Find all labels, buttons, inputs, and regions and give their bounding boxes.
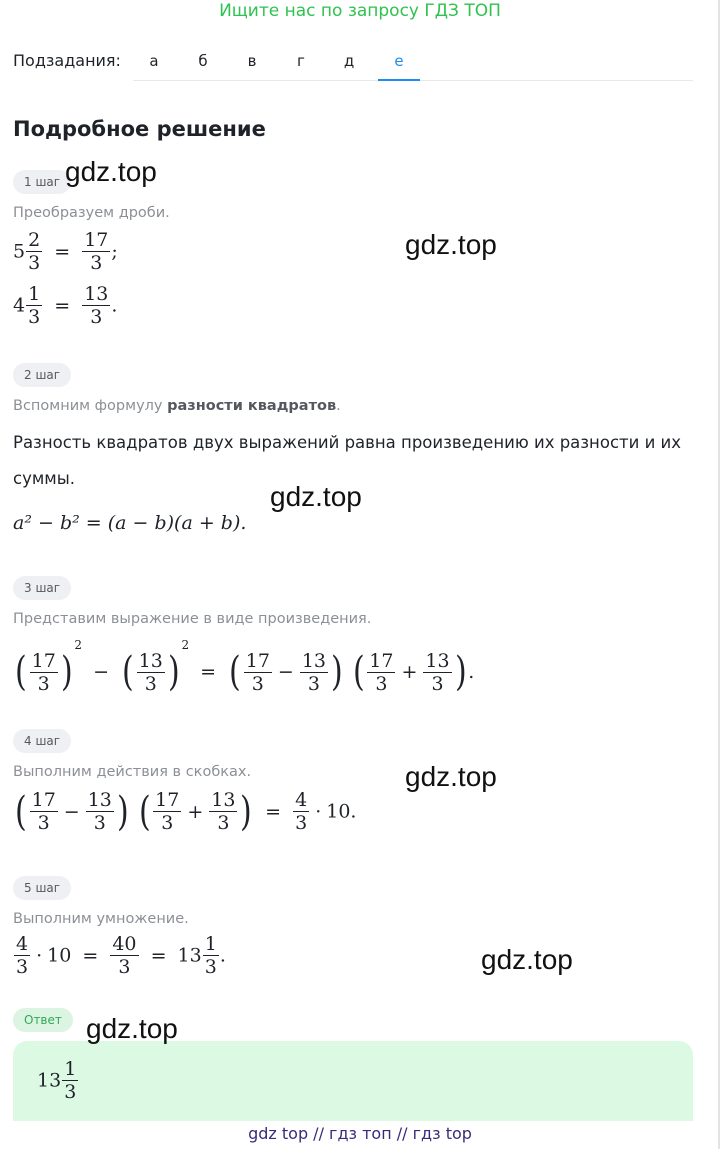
math-line-3: ( $\frac{17}{3}$ )$^2$ − ( $\frac{13}{3}$ )$^2$ = ( $\frac{17}{3}$ − $\frac{13}{3}$ ) ( $\frac{17}{3}$ + $\frac{13}{3}$ ) . xyxy=(14,638,475,695)
step-badge-4: 4 шаг xyxy=(13,729,71,753)
step-hint-3: Представим выражение в виде произведения. xyxy=(13,611,372,627)
step-hint-2: Вспомним формулу разности квадратов. xyxy=(13,398,341,414)
step-badge-5: 5 шаг xyxy=(13,876,71,900)
tab-d[interactable]: д xyxy=(343,52,355,70)
tab-a[interactable]: а xyxy=(149,52,159,70)
step-badge-1: 1 шаг xyxy=(13,170,71,194)
promo-banner[interactable]: Ищите нас по запросу ГДЗ ТОП xyxy=(219,1,501,21)
watermark: gdz.top xyxy=(86,1013,178,1044)
watermark: gdz.top xyxy=(65,156,157,187)
answer-box xyxy=(13,1041,693,1121)
step-hint-5: Выполним умножение. xyxy=(13,911,189,927)
footer-links[interactable]: gdz top // гдз топ // гдз top xyxy=(248,1124,472,1143)
math-line-1b: 4 $\frac{1}{3}$ = $\frac{13}{3}$ . xyxy=(13,283,118,328)
watermark: gdz.top xyxy=(481,944,573,975)
tab-b[interactable]: б xyxy=(198,52,208,70)
tab-e[interactable]: е xyxy=(378,42,420,81)
subtasks-tabs xyxy=(133,42,693,81)
answer-badge: Ответ xyxy=(13,1008,73,1032)
step-badge-2: 2 шаг xyxy=(13,363,71,387)
math-line-5: $\frac{4}{3}$ · 10 = $\frac{40}{3}$ = 13 $\frac{1}{3}$ . xyxy=(16,933,226,978)
watermark: gdz.top xyxy=(405,761,497,792)
step-badge-3: 3 шаг xyxy=(13,576,71,600)
watermark: gdz.top xyxy=(270,481,362,512)
subtasks-label: Подзадания: xyxy=(13,51,121,70)
math-line-2: a² − b² = (a − b)(a + b). xyxy=(13,512,247,534)
watermark: gdz.top xyxy=(405,229,497,260)
math-line-4: ( $\frac{17}{3}$ − $\frac{13}{3}$ ) ( $\frac{17}{3}$ + $\frac{13}{3}$ ) = $\frac{4}{3}$ · 10. xyxy=(14,788,357,835)
answer-value: 13 $\frac{1}{3}$ xyxy=(37,1058,77,1103)
math-line-1a: 5 $\frac{2}{3}$ = $\frac{17}{3}$ ; xyxy=(13,229,118,274)
tab-v[interactable]: в xyxy=(247,52,257,70)
step-hint-4: Выполним действия в скобках. xyxy=(13,764,252,780)
step-text-2-line2: суммы. xyxy=(13,469,76,488)
step-text-2-line1: Разность квадратов двух выражений равна произведению их разности и их xyxy=(13,433,682,452)
tab-g[interactable]: г xyxy=(297,52,305,70)
page-title: Подробное решение xyxy=(13,117,266,141)
step-hint-1: Преобразуем дроби. xyxy=(13,205,170,221)
